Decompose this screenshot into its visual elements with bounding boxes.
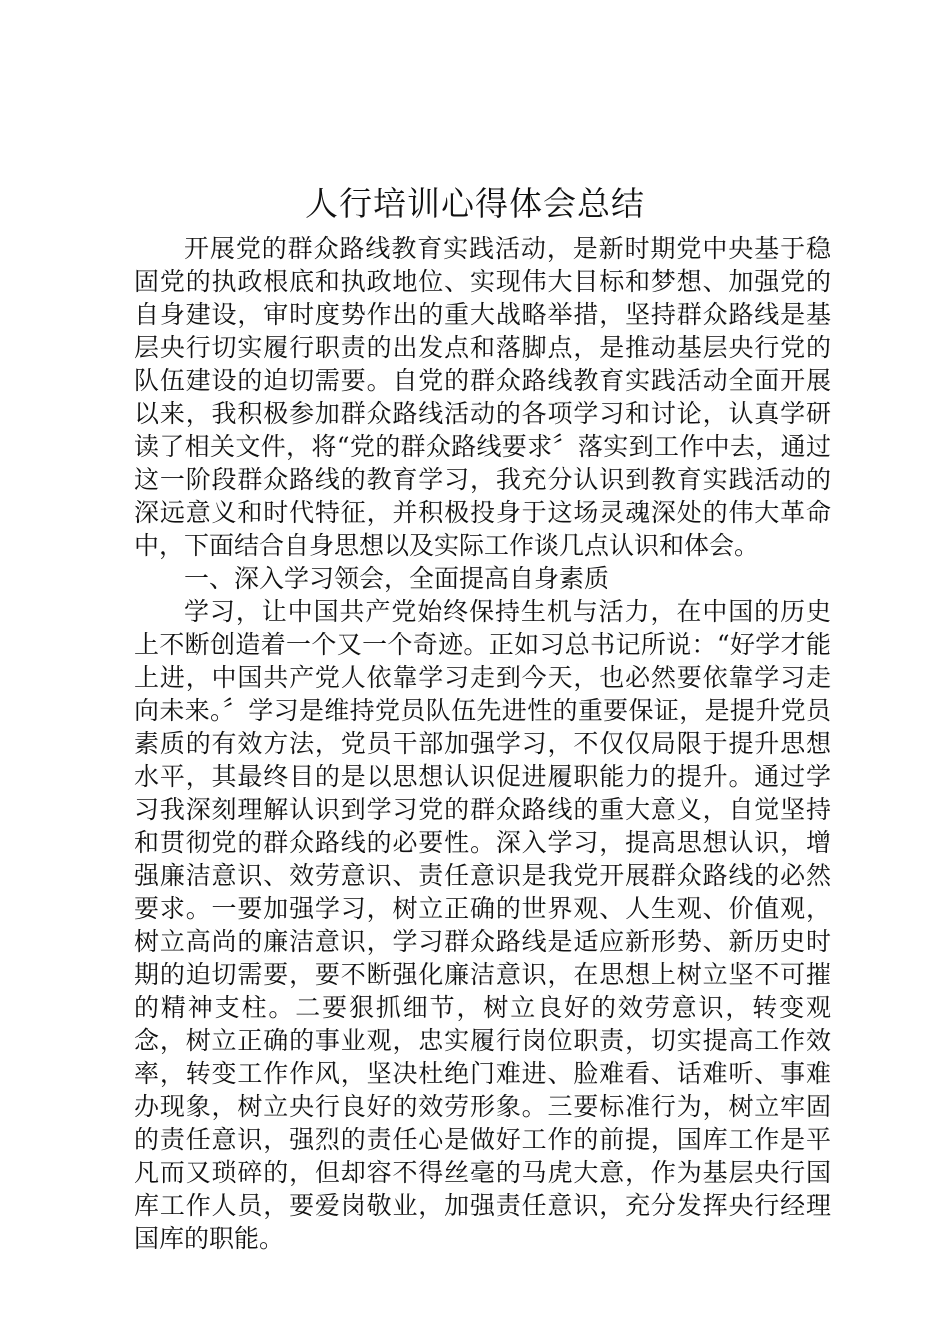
paragraph-study: 学习，让中国共产党始终保持生机与活力，在中国的历史上不断创造着一个又一个奇迹。正如习总书记所说：“好学才能上进，中国共产党人依靠学习走到今天，也必然要依靠学习走向未来。〞学习是维持党员队伍先进性的重要保证，是提升党员素质的有效方法，党员干部加强学习，不仅仅局限于提升思想水平，其最终目的是以思想认识促进履职能力的提升。通过学习我深刻理解认识到学习党的群众路线的重大意义，自觉坚持和贯彻党的群众路线的必要性。深入学习，提高思想认识，增强廉洁意识、效劳意识、责任意识是我党开展群众路线的必然要求。一要加强学习，树立正确的世界观、人生观、价值观，树立高尚的廉洁意识，学习群众路线是适应新形势、新历史时期的迫切需要，要不断强化廉洁意识，在思想上树立坚不可摧的精神支柱。二要狠抓细节，树立良好的效劳意识，转变观念，树立正确的事业观，忠实履行岗位职责，切实提高工作效率，转变工作作风，坚决杜绝门难进、脸难看、话难听、事难办现象，树立央行良好的效劳形象。三要标准行为，树立牢固的责任意识，强烈的责任心是做好工作的前提，国库工作是平凡而又琐碎的，但却容不得丝毫的马虎大意，作为基层央行国库工作人员，要爱岗敬业，加强责任意识，充分发挥央行经理国库的职能。: [134, 597, 831, 1253]
document-title: 人行培训心得体会总结: [305, 184, 645, 223]
paragraph-intro: 开展党的群众路线教育实践活动，是新时期党中央基于稳固党的执政根底和执政地位、实现伟大目标和梦想、加强党的自身建设，审时度势作出的重大战略举措，坚持群众路线是基层央行切实履行职责的出发点和落脚点，是推动基层央行党的队伍建设的迫切需要。自党的群众路线教育实践活动全面开展以来，我积极参加群众路线活动的各项学习和讨论，认真学研读了相关文件，将“党的群众路线要求〞落实到工作中去，通过这一阶段群众路线的教育学习，我充分认识到教育实践活动的深远意义和时代特征，并积极投身于这场灵魂深处的伟大革命中，下面结合自身思想以及实际工作谈几点认识和体会。: [134, 234, 831, 560]
section-heading: 一、深入学习领会，全面提高自身素质: [184, 564, 610, 593]
document-body: [134, 232, 831, 1255]
